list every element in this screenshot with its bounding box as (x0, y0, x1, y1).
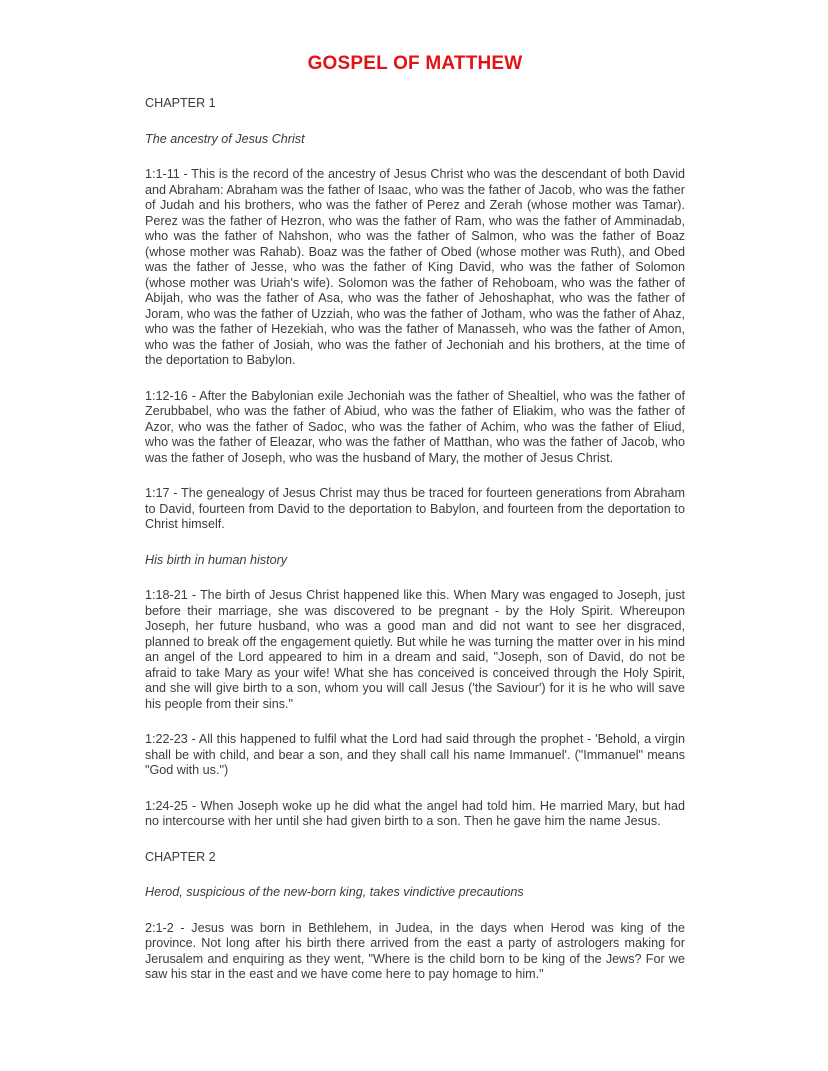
page-title: GOSPEL OF MATTHEW (307, 53, 523, 74)
verse-paragraph-1-22-23: 1:22-23 - All this happened to fulfil what the Lord had said through the prophet - 'Behold, a virgin shall be with child, and bear a son, and they shall call his name Immanuel'. ("Immanuel" means "God with us.") (145, 732, 685, 777)
chapter-heading-2: CHAPTER 2 (145, 849, 216, 864)
section-subheading-ancestry: The ancestry of Jesus Christ (145, 131, 305, 146)
section-subheading-birth: His birth in human history (145, 552, 288, 567)
verse-paragraph-1-12-16: 1:12-16 - After the Babylonian exile Jechoniah was the father of Shealtiel, who was the father of Zerubbabel, who was the father of Abiud, who was the father of Eliakim, who was the father of Azor, who was the father of Sadoc, who was the father of Achim, who was the father of Eliud, who was the father of Eleazar, who was the father of Matthan, who was the father of Jacob, who was the father of Joseph, who was the husband of Mary, the mother of Jesus Christ. (145, 388, 685, 465)
chapter-heading-1: CHAPTER 1 (145, 96, 216, 110)
verse-paragraph-1-24-25: 1:24-25 - When Joseph woke up he did what the angel had told him. He married Mary, but had no intercourse with her until she had given birth to a son. Then he gave him the name Jesus. (145, 798, 685, 828)
verse-paragraph-1-17: 1:17 - The genealogy of Jesus Christ may thus be traced for fourteen generations from Abraham to David, fourteen from David to the deportation to Babylon, and fourteen from the deportation to Christ himself. (145, 486, 685, 531)
verse-paragraph-1-18-21: 1:18-21 - The birth of Jesus Christ happened like this. When Mary was engaged to Joseph, just before their marriage, she was discovered to be pregnant - by the Holy Spirit. Whereupon Joseph, her future husband, who was a good man and did not want to see her disgraced, planned to break off the engagement quietly. But while he was turning the matter over in his mind an angel of the Lord appeared to him in a dream and said, "Joseph, son of David, do not be afraid to take Mary as your wife! What she has conceived is conceived through the Holy Spirit, and she will give birth to a son, whom you will call Jesus ('the Saviour') for it is he who will save his people from their sins." (145, 588, 685, 711)
verse-paragraph-2-1-2: 2:1-2 - Jesus was born in Bethlehem, in Judea, in the days when Herod was king of the province. Not long after his birth there arrived from the east a party of astrologers making for Jerusalem and enquiring as they went, "Where is the child born to be king of the Jews? For we saw his star in the east and we have come here to pay homage to him." (145, 920, 685, 981)
section-subheading-herod: Herod, suspicious of the new-born king, takes vindictive precautions (145, 885, 524, 899)
verse-paragraph-1-1-11: 1:1-11 - This is the record of the ancestry of Jesus Christ who was the descendant of both David and Abraham: Abraham was the father of Isaac, who was the father of Jacob, who was the father of Judah and his brothers, who was the father of Perez and Zerah (whose mother was Tamar). Perez was the father of Hezron, who was the father of Ram, who was the father of Amminadab, who was the father of Nahshon, who was the father of Salmon, who was the father of Boaz (whose mother was Rahab). Boaz was the father of Obed (whose mother was Ruth), and Obed was the father of Jesse, who was the father of King David, who was the father of Solomon (whose mother was Uriah's wife). Solomon was the father of Rehoboam, who was the father of Abijah, who was the father of Asa, who was the father of Jehoshaphat, who was the father of Joram, who was the father of Uzziah, who was the father of Jotham, who was the father of Ahaz, who was the father of Hezekiah, who was the father of Manasseh, who was the father of Amon, who was the father of Josiah, who was the father of Jechoniah and his brothers, at the time of the deportation to Babylon. (145, 167, 685, 367)
document-content (145, 0, 685, 983)
